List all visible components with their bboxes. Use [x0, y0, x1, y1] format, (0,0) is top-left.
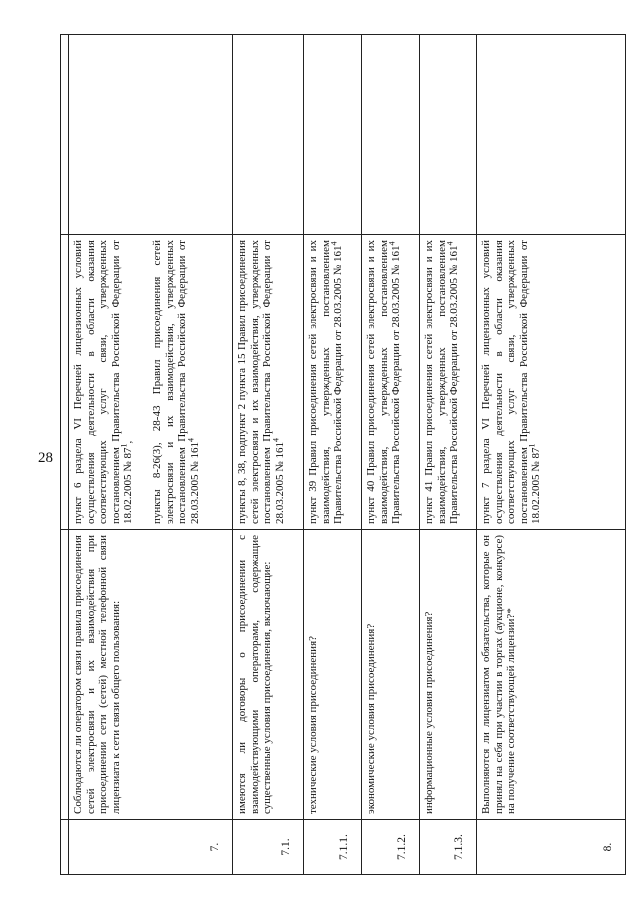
reference-cell: [61, 235, 69, 530]
answer-cell: [362, 35, 420, 235]
reference-cell: [477, 235, 626, 530]
table-row: [477, 35, 626, 875]
table-row: [233, 35, 304, 875]
reference-text-extra: пункты 8-26(3), 28-43 Правил присоединения сетей электросвязи и их взаимодействия, утвержденных постановлением Правительства Российской Федерации от 28.03.2005 № $161^4$: [150, 240, 201, 524]
table-row: [362, 35, 420, 875]
page-number: 28: [38, 450, 53, 466]
answer-cell: [304, 35, 362, 235]
reference-cell: [233, 235, 304, 530]
reference-text: пункт 41 Правил присоединения сетей электросвязи и их взаимодействия, утвержденных постановлением Правительства Российской Федерации от 28.03.2005 № $161^4$: [423, 240, 461, 524]
table-row: [69, 35, 233, 875]
question-text: технические условия присоединения?: [307, 635, 319, 814]
question-text: имеются ли договоры о присоединении с взаимодействующими операторами, содержащие существенные условия присоединения, включающие:: [236, 535, 274, 814]
row-number: 7.1.3.: [420, 820, 477, 875]
question-cell: [362, 530, 420, 820]
reference-text: пункты 8, 38, подпункт 2 пункта 15 Правил присоединения сетей электросвязи и их взаимодействия, утвержденных постановлением Правительства Российской Федерации от 28.03.2005 № $161^4$: [236, 240, 286, 524]
reference-cell: [69, 235, 233, 530]
requirements-table: [60, 34, 626, 875]
answer-cell: [477, 35, 626, 235]
footnote-marker: 4: [271, 438, 281, 442]
reference-text: пункт 39 Правил присоединения сетей электросвязи и их взаимодействия, утвержденных постановлением Правительства Российской Федерации от 28.03.2005 № $161^4$: [307, 240, 345, 524]
reference-text: пункт 6 раздела VI Перечней лицензионных условий осуществления деятельности в области оказания соответствующих услуг связи, утвержденных постановлением Правительства Российской Федерации от 18.02.2005 № $87^1$,: [72, 240, 135, 524]
footnote-marker: 1: [527, 443, 537, 448]
reference-text: пункт 7 раздела VI Перечней лицензионных условий осуществления деятельности в области оказания соответствующих услуг связи, утвержденных постановлением Правительства Российской Федерации от 18.02.2005 № $87^1$: [480, 240, 543, 524]
reference-cell: [304, 235, 362, 530]
row-number: 7.1.1.: [304, 820, 362, 875]
question-cell: [477, 530, 626, 820]
answer-cell: [233, 35, 304, 235]
footnote-marker: 4: [186, 438, 196, 442]
reference-cell: [362, 235, 420, 530]
row-number: 8.: [477, 820, 626, 875]
table-row: [420, 35, 477, 875]
row-number: 7.1.2.: [362, 820, 420, 875]
footnote-marker: 4: [329, 241, 339, 246]
footnote-marker: 1: [119, 443, 129, 448]
answer-cell: [61, 35, 69, 235]
footnote-marker: 4: [445, 241, 455, 246]
question-text: Выполняются ли лицензиатом обязательства, которые он принял на себя при участии в торгах (аукционе, конкурсе) на получение соответствующей лицензии?*: [480, 535, 518, 814]
footnote-marker: 4: [387, 241, 397, 246]
answer-cell: [420, 35, 477, 235]
row-number: [61, 820, 69, 875]
question-cell: [233, 530, 304, 820]
question-cell: [69, 530, 233, 820]
question-cell: [61, 530, 69, 820]
question-cell: [420, 530, 477, 820]
question-cell: [304, 530, 362, 820]
row-number: 7.: [69, 820, 233, 875]
reference-cell: [420, 235, 477, 530]
table-row: [304, 35, 362, 875]
question-text: экономические условия присоединения?: [365, 623, 377, 814]
answer-cell: [69, 35, 233, 235]
reference-text: пункт 40 Правил присоединения сетей электросвязи и их взаимодействия, утвержденных постановлением Правительства Российской Федерации от 28.03.2005 № $161^4$: [365, 240, 403, 524]
row-number: 7.1.: [233, 820, 304, 875]
question-text: информационные условия присоединения?: [423, 611, 435, 814]
question-text: Соблюдаются ли оператором связи правила присоединения сетей электросвязи и их взаимодействия при присоединении сети (сетей) местной телефонной связи лицензиата к сети связи общего пользования:: [72, 535, 122, 814]
table-row-top: [61, 35, 69, 875]
